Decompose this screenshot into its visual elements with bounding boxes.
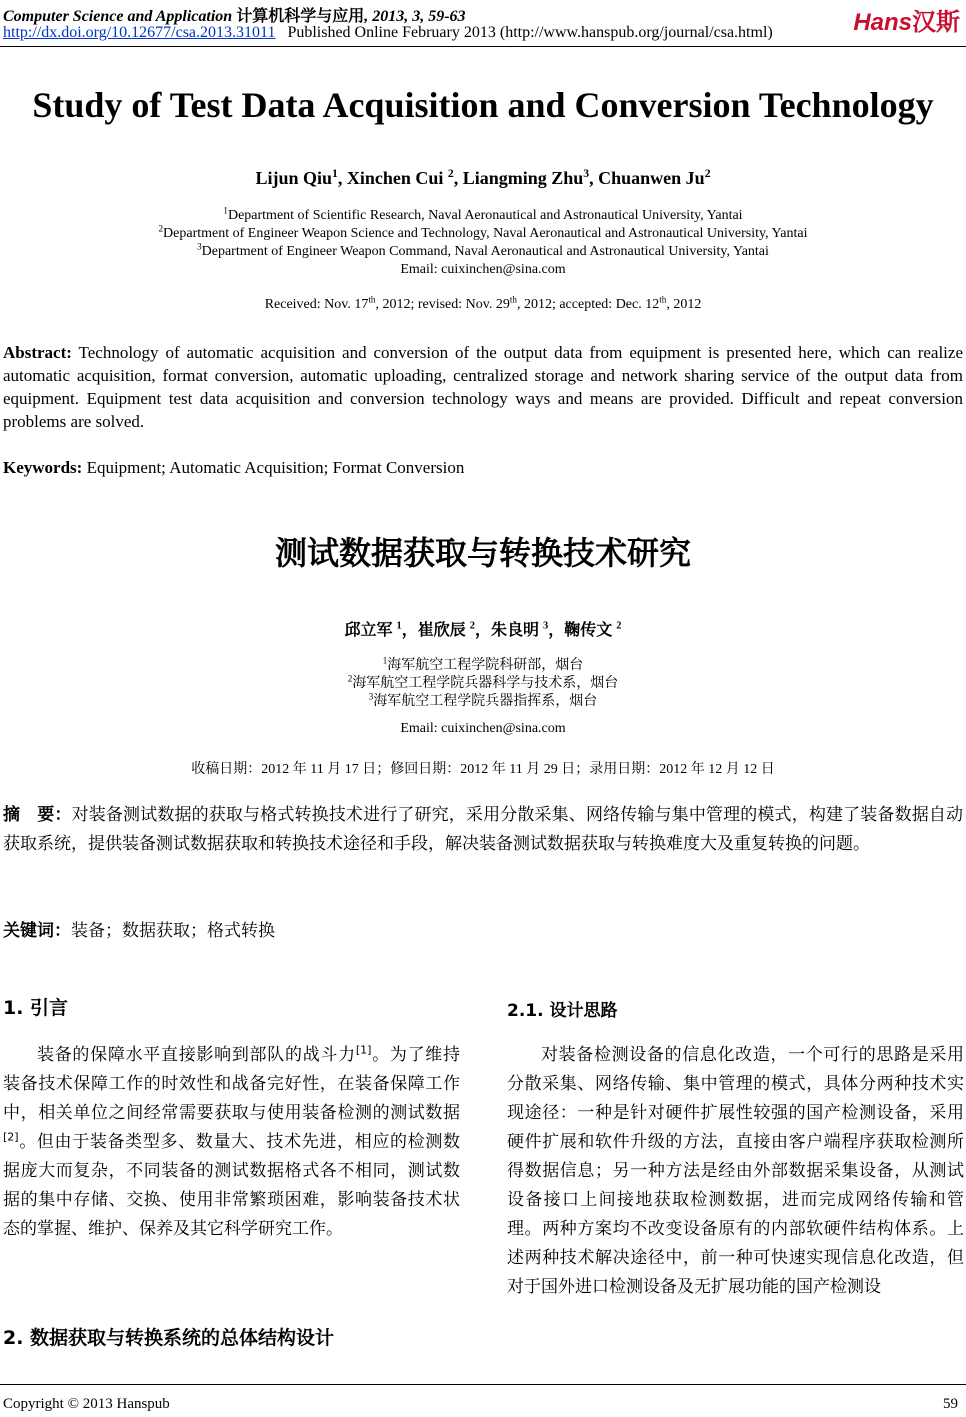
paper-title-cn: 测试数据获取与转换技术研究 xyxy=(274,534,691,572)
author-separator: ， xyxy=(474,622,491,639)
author-affiliation-sup: 1 xyxy=(396,620,402,632)
affiliation-sup: 2 xyxy=(158,223,164,234)
affiliation-line xyxy=(0,675,966,693)
sec1-text-b: 。为了维持装备技术保障工作的时效性和战备完好性，在装备保障工作中，相关单位之间经常需要获取与使用装备检测的测试数据 xyxy=(3,1045,461,1123)
author-separator: , xyxy=(453,168,463,188)
author-name: 鞠传文 xyxy=(564,622,617,639)
accepted-date: , 2012; accepted: Dec. 12 xyxy=(516,297,660,312)
affiliation-text: 海军航空工程学院科研部，烟台 xyxy=(387,658,584,673)
author-separator: ， xyxy=(401,622,418,639)
abstract-text-cn: 对装备测试数据的获取与格式转换技术进行了研究，采用分散采集、网络传输与集中管理的模式，构建了装备数据自动获取系统，提供装备测试数据获取和转换技术途径和手段，解决装备测试数据获取与转换难度大及重复转换的问题。 xyxy=(3,805,964,854)
author-list-en xyxy=(0,168,966,189)
affiliation-sup: 2 xyxy=(347,673,353,684)
author-list-cn xyxy=(0,617,966,640)
doi-link[interactable]: http://dx.doi.org/10.12677/csa.2013.31011 xyxy=(3,24,276,41)
abstract-en xyxy=(3,341,963,433)
sec1-text-a: 装备的保障水平直接影响到部队的战斗力 xyxy=(37,1045,356,1065)
received-sup: th xyxy=(368,294,376,305)
logo-text-cn: 汉斯 xyxy=(912,9,960,36)
journal-name-cn: 计算机科学与应用 xyxy=(236,8,365,25)
author-affiliation-sup: 2 xyxy=(704,167,711,180)
author-affiliation-sup: 3 xyxy=(583,167,590,180)
journal-name-en: Computer Science and Application xyxy=(3,8,233,25)
page-number: 59 xyxy=(943,1396,958,1412)
abstract-label-en: Abstract: xyxy=(3,343,72,362)
affiliations-en xyxy=(0,207,966,261)
sec1-text-c: 。但由于装备类型多、数量大、技术先进，相应的检测数据庞大而复杂，不同装备的测试数据格式各不相同，测试数据的集中存储、交换、使用非常繁琐困难，影响装备技术状态的掌握、维护、保养及其它科学研究工作。 xyxy=(3,1132,460,1239)
keywords-label-cn: 关键词： xyxy=(3,921,71,941)
author-name: Lijun Qiu xyxy=(255,168,333,188)
dates-tail: , 2012 xyxy=(666,297,702,312)
volume-info: , 2013, 3, 59-63 xyxy=(364,8,466,25)
header-divider xyxy=(0,46,966,47)
author-separator: ， xyxy=(548,622,565,639)
revised-sup: th xyxy=(509,294,517,305)
keywords-label-en: Keywords: xyxy=(3,458,83,477)
copyright: Copyright © 2013 Hanspub xyxy=(3,1396,170,1412)
author-name: 崔欣辰 xyxy=(417,622,470,639)
author-affiliation-sup: 2 xyxy=(616,620,622,632)
section-2-1-paragraph: 对装备检测设备的信息化改造，一个可行的思路是采用分散采集、网络传输、集中管理的模式，具体分两种技术实现途径：一种是针对硬件扩展性较强的国产检测设备，采用硬件扩展和软件升级的方法，直接由客户端程序获取检测所得数据信息；另一种方法是经由外部数据采集设备，从测试设备接口上间接地获取检测数据，进而完成网络传输和管理。两种方案均不改变设备原有的内部软硬件结构体系。上述两种技术解决途径中，前一种可快速实现信息化改造，但对于国外进口检测设备及无扩展功能的国产检测设 xyxy=(507,1045,964,1297)
doi-line xyxy=(3,24,773,42)
section-2-heading: 2. 数据获取与转换系统的总体结构设计 xyxy=(3,1327,335,1349)
author-name: Liangming Zhu xyxy=(462,168,584,188)
citation-1[interactable]: [1] xyxy=(355,1043,372,1057)
hans-logo xyxy=(853,2,960,37)
keywords-cn xyxy=(3,917,963,946)
paper-title-en: Study of Test Data Acquisition and Conversion Technology xyxy=(32,85,934,125)
author-affiliation-sup: 2 xyxy=(447,167,454,180)
author-affiliation-sup: 2 xyxy=(469,620,475,632)
affiliation-line xyxy=(0,225,966,243)
affiliation-sup: 3 xyxy=(197,241,202,252)
keywords-en xyxy=(3,456,963,479)
affiliation-text: 海军航空工程学院兵器指挥系，烟台 xyxy=(373,694,598,709)
section-1-paragraph xyxy=(3,1041,460,1244)
email-en: Email: cuixinchen@sina.com xyxy=(400,262,566,277)
citation-2[interactable]: [2] xyxy=(3,1130,19,1144)
keywords-text-en: Equipment; Automatic Acquisition; Format Conversion xyxy=(86,458,465,477)
dates-en xyxy=(0,294,966,313)
author-affiliation-sup: 1 xyxy=(332,167,338,180)
affiliations-cn xyxy=(0,657,966,711)
author-separator: , xyxy=(337,168,347,188)
abstract-text-en: Technology of automatic acquisition and conversion of the output data from equipment is presented here, which can realize automatic acquisition, format conversion, automatic uploading, centralized storage and network sharing service of the output data from equipment. Equipment test data acquisition and conversion technology ways and means are provided. Difficult and repeat conversion problems are solved. xyxy=(3,343,963,431)
abstract-cn xyxy=(3,801,963,859)
dates-cn: 收稿日期：2012 年 11 月 17 日；修回日期：2012 年 11 月 29 日；录用日期：2012 年 12 月 12 日 xyxy=(191,762,775,777)
affiliation-text: 海军航空工程学院兵器科学与技术系，烟台 xyxy=(352,676,619,691)
author-name: Chuanwen Ju xyxy=(598,168,705,188)
section-1-body xyxy=(3,1041,460,1244)
journal-header xyxy=(3,3,466,26)
author-name: 朱良明 xyxy=(491,622,544,639)
revised-date: , 2012; revised: Nov. 29 xyxy=(375,297,510,312)
email-cn: Email: cuixinchen@sina.com xyxy=(400,721,566,736)
accepted-sup: th xyxy=(659,294,667,305)
keywords-text-cn: 装备；数据获取；格式转换 xyxy=(71,921,275,941)
logo-text-en: Hans xyxy=(853,9,912,36)
section-2-1-heading: 2.1. 设计思路 xyxy=(507,1001,618,1021)
author-separator: , xyxy=(589,168,599,188)
affiliation-text: Department of Engineer Weapon Command, Naval Aeronautical and Astronautical University, Yantai xyxy=(201,244,769,259)
affiliation-line xyxy=(0,657,966,675)
affiliation-sup: 1 xyxy=(223,205,228,216)
affiliation-line xyxy=(0,207,966,225)
section-1-heading: 1. 引言 xyxy=(3,997,69,1019)
author-name: 邱立军 xyxy=(344,622,397,639)
affiliation-sup: 3 xyxy=(368,691,374,702)
section-2-1-body xyxy=(507,1041,964,1302)
abstract-label-cn: 摘 要： xyxy=(3,805,72,825)
author-name: Xinchen Cui xyxy=(346,168,448,188)
author-affiliation-sup: 3 xyxy=(543,620,549,632)
received-date: Received: Nov. 17 xyxy=(264,297,369,312)
affiliation-text: Department of Scientific Research, Naval Aeronautical and Astronautical University, Yantai xyxy=(227,208,743,223)
publication-info: Published Online February 2013 (http://www.hanspub.org/journal/csa.html) xyxy=(287,24,773,41)
affiliation-sup: 1 xyxy=(382,655,388,666)
affiliation-line xyxy=(0,693,966,711)
affiliation-line xyxy=(0,243,966,261)
footer-divider xyxy=(0,1384,966,1385)
affiliation-text: Department of Engineer Weapon Science and Technology, Naval Aeronautical and Astronautical University, Yantai xyxy=(163,226,808,241)
